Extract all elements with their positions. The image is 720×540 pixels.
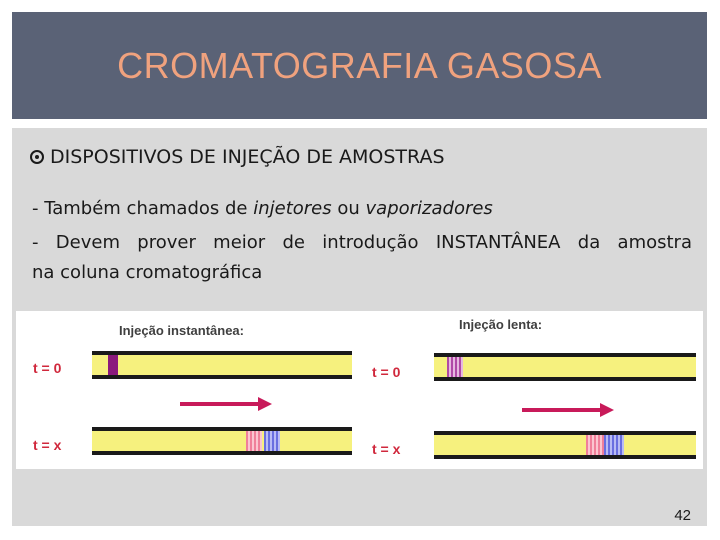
- instant-injection-title: Injeção instantânea:: [119, 323, 244, 338]
- content-panel: [12, 128, 707, 526]
- left-t0-label: t = 0: [33, 360, 62, 376]
- heading-text: DISPOSITIVOS DE INJEÇÃO DE AMOSTRAS: [50, 146, 445, 168]
- broad-band-pink: [586, 435, 604, 455]
- left-tx-label: t = x: [33, 437, 62, 453]
- title-bar: [12, 12, 707, 119]
- line1-prefix: - Também chamados de: [32, 198, 254, 219]
- right-flow-arrow: [522, 403, 614, 417]
- page-number: 42: [674, 507, 691, 524]
- text-line-1: [32, 198, 493, 219]
- circle-bullet-icon: [30, 150, 44, 164]
- left-flow-arrow: [180, 397, 272, 411]
- term-vaporizadores: vaporizadores: [365, 198, 493, 219]
- right-column-tx: [434, 431, 696, 459]
- slide-title: CROMATOGRAFIA GASOSA: [117, 44, 602, 86]
- sample-band-wide: [447, 357, 463, 377]
- line1-middle: ou: [331, 198, 366, 219]
- broad-band-blue: [604, 435, 624, 455]
- slow-injection-title: Injeção lenta:: [459, 317, 543, 332]
- section-heading: [30, 146, 445, 168]
- right-t0-label: t = 0: [372, 364, 401, 380]
- left-column-t0: [92, 351, 352, 379]
- separated-band-pink: [246, 431, 262, 451]
- text-line-2: - Devem prover meior de introdução INSTANTÂNEA da amostra: [32, 232, 692, 253]
- right-column-t0: [434, 353, 696, 381]
- text-line-3: na coluna cromatográfica: [32, 262, 263, 283]
- injection-diagram: [16, 311, 703, 469]
- term-injetores: injetores: [253, 198, 332, 219]
- separated-band-blue: [264, 431, 280, 451]
- left-column-tx: [92, 427, 352, 455]
- sample-band-narrow: [108, 355, 118, 375]
- right-tx-label: t = x: [372, 441, 401, 457]
